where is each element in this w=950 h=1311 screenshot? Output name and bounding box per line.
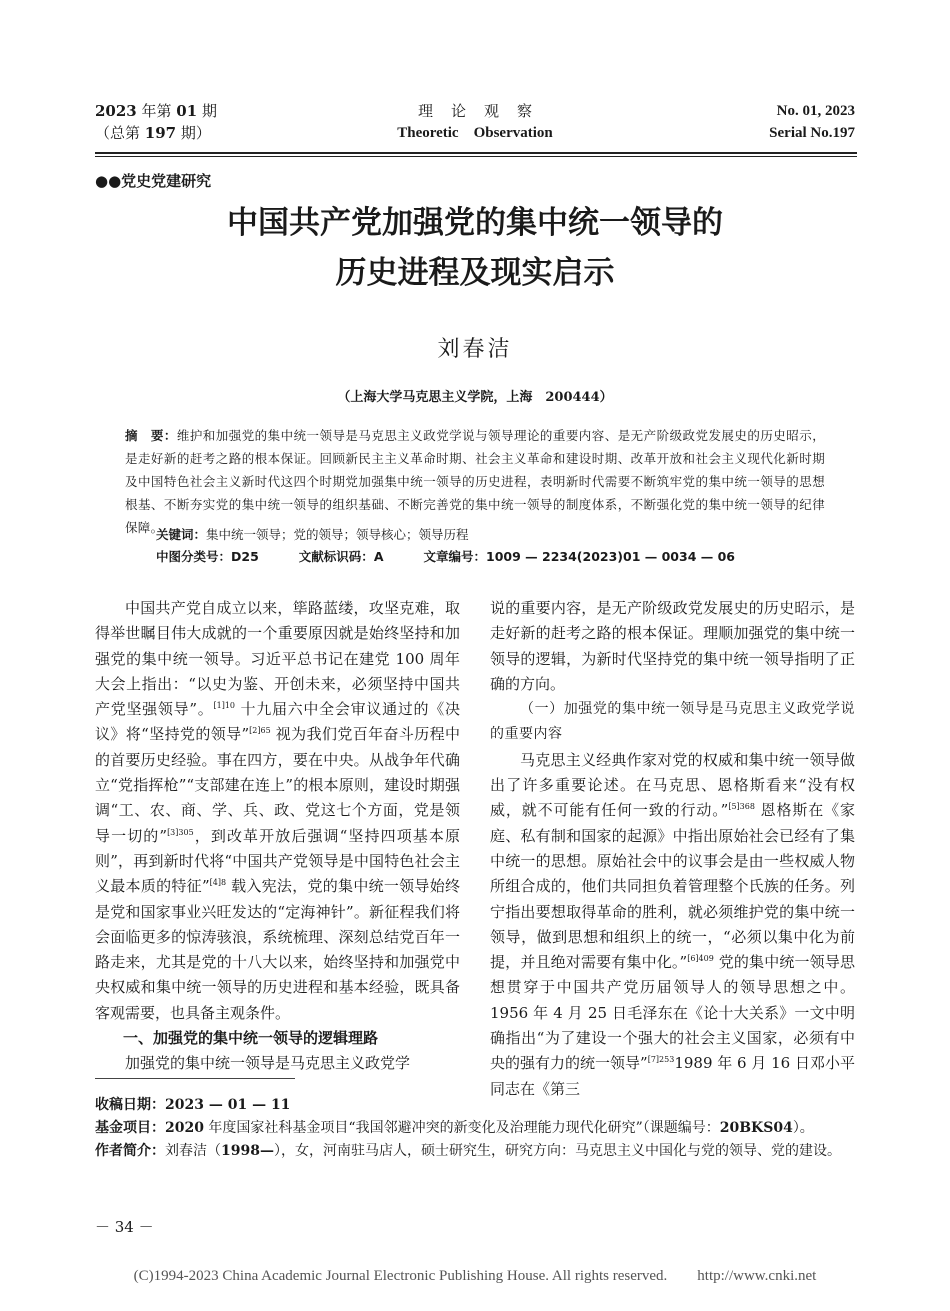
clc-label: 中图分类号： <box>156 549 232 564</box>
author-name: 刘春洁 <box>437 337 513 362</box>
footnote-rule <box>95 1078 295 1079</box>
page-number: － 34 － <box>95 1218 154 1236</box>
received-date: 收稿日期：2023 — 01 — 11 <box>95 1097 291 1113</box>
footnotes <box>95 1094 855 1163</box>
article-number-value: 1009 — 2234(2023)01 — 0034 — 06 <box>486 549 736 564</box>
section-label: ●●党史党建研究 <box>95 172 212 190</box>
copyright-notice: (C)1994-2023 China Academic Journal Electronic Publishing House. All rights reserved. http://www.cnki.net <box>133 1268 817 1284</box>
author-affiliation: （上海大学马克思主义学院，上海 200444） <box>337 390 613 405</box>
abstract-text: 维护和加强党的集中统一领导是马克思主义政党学说与领导理论的重要内容、是无产阶级政党发展史的历史昭示，是走好新的赶考之路的根本保证。回顾新民主主义革命时期、社会主义革命和建设时期、改革开放和社会主义现代化新时期及中国特色社会主义新时代这四个时期党加强集中统一领导的历史进程，表明新时代需要不断筑牢党的集中统一领导的思想根基、不断夯实党的集中统一领导的组织基础、不断完善党的集中统一领导的制度体系，不断强化党的集中统一领导的纪律保障。 <box>125 428 825 535</box>
header-issue-en: No. 01, 2023 <box>776 103 855 119</box>
title-line-2: 历史进程及现实启示 <box>335 255 615 291</box>
article-title <box>0 198 950 298</box>
keywords <box>156 524 469 546</box>
subsection-heading: （一）加强党的集中统一领导是马克思主义政党学说的重要内容 <box>490 701 855 743</box>
paragraph: 马克思主义经典作家对党的权威和集中统一领导做出了许多重要论述。在马克思、恩格斯看来“没有权威，就不可能有任何一致的行动。”$^{[5]368}$ 恩格斯在《家庭、私有制和国家的起源》中指出原始社会已经有了集中统一的思想。原始社会中的议事会是由一些权威人物所组合成的，他们共同担负着管理整个氏族的任务。列宁指出要想取得革命的胜利，就必须维护党的集中统一领导，做到思想和组织上的统一，“必须以集中化为前提，并且绝对需要有集中化。”$^{[6]409}$ 党的集中统一领导思想贯穿于中国共产党历届领导人的领导思想之中。1956 年 4 月 25 日毛泽东在《论十大关系》一文中明确指出“为了建设一个强大的社会主义国家，必须有中央的强有力的统一领导”$^{[7]253}$1989 年 6 月 16 日邓小平同志在《第三 <box>490 750 855 1098</box>
abstract <box>125 424 825 539</box>
header-rule-thin <box>95 156 857 157</box>
title-line-1: 中国共产党加强党的集中统一领导的 <box>227 205 723 241</box>
abstract-label: 摘 要： <box>125 428 177 443</box>
journal-name-cn: 理论观察 <box>417 102 550 120</box>
clc-value: D25 <box>231 549 259 564</box>
section-heading-1: 一、加强党的集中统一领导的逻辑理路 <box>123 1029 379 1048</box>
header-serial: （总第 197 期） <box>95 124 211 142</box>
body-column-right <box>490 596 855 1102</box>
journal-name-en: Theoretic Observation <box>397 125 553 141</box>
body-column-left <box>95 596 460 1077</box>
fund-project: 基金项目：2020 年度国家社科基金项目“我国邻避冲突的新变化及治理能力现代化研究”（课题编号：20BKS04）。 <box>95 1120 814 1136</box>
paragraph: 说的重要内容，是无产阶级政党发展史的历史昭示，是走好新的赶考之路的根本保证。理顺加强党的集中统一领导的逻辑，为新时代坚持党的集中统一领导指明了正确的方向。 <box>490 599 855 693</box>
keywords-label: 关键词： <box>156 527 207 542</box>
classification-line <box>156 546 735 568</box>
doc-code-value: A <box>373 549 384 564</box>
header-issue: 2023 年第 01 期 <box>95 102 217 120</box>
running-header-right <box>769 100 855 144</box>
paragraph: 加强党的集中统一领导是马克思主义政党学 <box>125 1054 411 1073</box>
doc-code-label: 文献标识码： <box>298 549 374 564</box>
header-serial-en: Serial No.197 <box>769 125 855 141</box>
paragraph: 中国共产党自成立以来，筚路蓝缕，攻坚克难，取得举世瞩目伟大成就的一个重要原因就是始终坚持和加强党的集中统一领导。习近平总书记在建党 100 周年大会上指出：“以史为鉴、开创未来，必须坚持中国共产党坚强领导”。$^{[1]10}$ 十九届六中全会审议通过的《决议》将“坚持党的领导”$^{[2]65}$ 视为我们党百年奋斗历程中的首要历史经验。事在四方，要在中央。从战争年代确立“党指挥枪”“支部建在连上”的根本原则，建设时期强调“工、农、商、学、兵、政、党这七个方面，党是领导一切的”$^{[3]305}$，到改革开放后强调“坚持四项基本原则”，再到新时代将“中国共产党领导是中国特色社会主义最本质的特征”$^{[4]8}$ 载入宪法，党的集中统一领导始终是党和国家事业兴旺发达的“定海神针”。新征程我们将会面临更多的惊涛骇浪，系统梳理、深刻总结党百年一路走来，尤其是党的十八大以来，始终坚持和加强党中央权威和集中统一领导的历史进程和基本经验，既具备客观需要，也具备主观条件。 <box>95 599 460 1022</box>
header-rule <box>95 152 857 154</box>
author-bio: 作者简介：刘春洁（1998—），女，河南驻马店人，硕士研究生，研究方向：马克思主义中国化与党的领导、党的建设。 <box>95 1143 841 1159</box>
article-number-label: 文章编号： <box>423 549 487 564</box>
keywords-text: 集中统一领导；党的领导；领导核心；领导历程 <box>206 527 469 542</box>
